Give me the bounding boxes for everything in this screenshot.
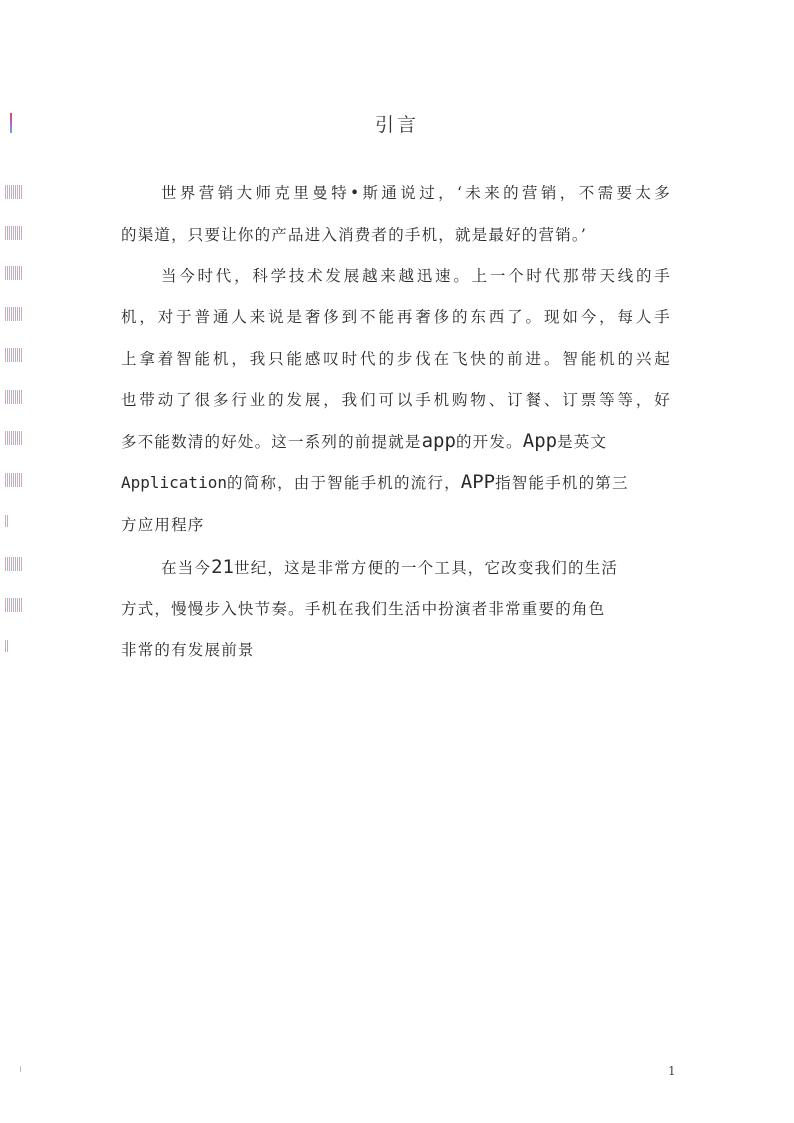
paragraph-2-line-5 <box>121 430 607 453</box>
paragraph-2-line-2: 机，对于普通人来说是奢侈到不能再奢侈的东西了。现如今，每人手 <box>121 308 671 326</box>
term-app: app <box>421 430 456 452</box>
page-title: 引言 <box>374 114 419 136</box>
margin-mark <box>5 640 8 652</box>
paragraph-1-line-1: 世界营销大师克里曼特•斯通说过，‘未来的营销，不需要太多 <box>161 184 671 202</box>
margin-mark <box>5 431 23 445</box>
text-segment: 多不能数清的好处。这一系列的前提就是 <box>121 433 422 451</box>
paragraph-2-line-7: 方应用程序 <box>121 516 205 534</box>
margin-mark <box>5 307 23 321</box>
text-segment: 世纪，这是非常方便的一个工具，它改变我们的生活 <box>234 559 619 577</box>
text-segment: 在当今 <box>161 559 212 577</box>
text-segment: 的简称，由于智能手机的流行， <box>226 474 461 492</box>
margin-mark <box>5 185 23 199</box>
number-21: 21 <box>211 556 234 578</box>
paragraph-2-line-4: 也带动了很多行业的发展，我们可以手机购物、订餐、订票等等，好 <box>121 391 671 409</box>
term-App: App <box>522 430 558 452</box>
paragraph-2-line-1: 当今时代，科学技术发展越来越迅速。上一个时代那带天线的手 <box>161 267 671 285</box>
paragraph-1-line-2: 的渠道，只要让你的产品进入消费者的手机，就是最好的营销。’ <box>121 226 587 244</box>
margin-mark <box>5 390 23 404</box>
page-number: 1 <box>668 1064 676 1078</box>
paragraph-2-line-6 <box>121 471 629 494</box>
margin-mark <box>20 1066 21 1072</box>
margin-mark <box>5 473 23 487</box>
margin-mark <box>5 226 23 240</box>
term-APP: APP <box>460 471 496 493</box>
paragraph-3-line-2: 方式，慢慢步入快节奏。手机在我们生活中扮演者非常重要的角色 <box>121 600 606 618</box>
margin-mark <box>5 515 8 527</box>
margin-mark <box>5 348 23 362</box>
margin-mark <box>5 266 23 280</box>
margin-mark <box>5 557 23 571</box>
text-segment: 的开发。 <box>455 433 523 451</box>
text-segment: 是英文 <box>557 433 608 451</box>
term-application: Application <box>121 473 227 492</box>
paragraph-3-line-1 <box>161 556 671 579</box>
text-segment: 指智能手机的第三 <box>495 474 629 492</box>
margin-mark <box>5 598 23 612</box>
paragraph-3-line-3: 非常的有发展前景 <box>121 641 255 659</box>
paragraph-2-line-3: 上拿着智能机，我只能感叹时代的步伐在飞快的前进。智能机的兴起 <box>121 350 671 368</box>
